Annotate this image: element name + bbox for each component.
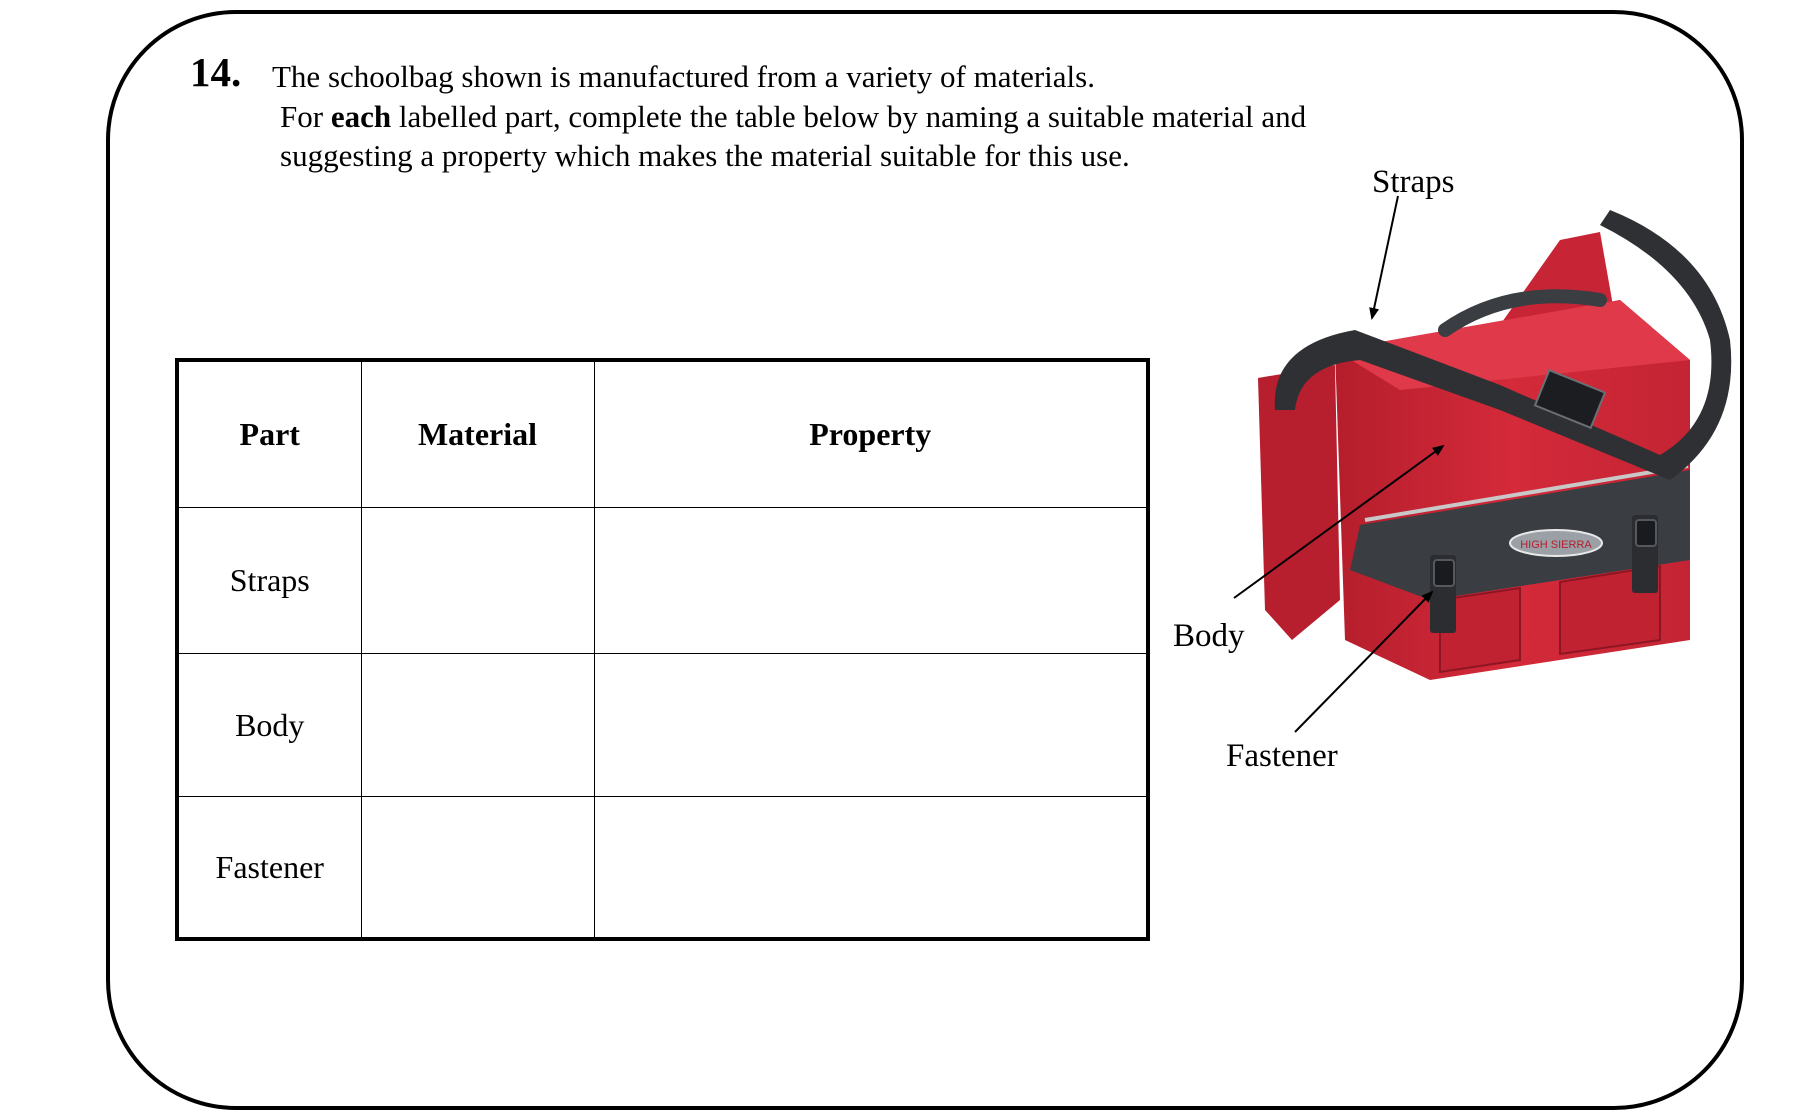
label-body: Body bbox=[1173, 618, 1245, 654]
emphasis-each: each bbox=[330, 99, 392, 134]
straps-arrow bbox=[1372, 196, 1398, 318]
header-part: Part bbox=[177, 360, 361, 508]
fastener-buckle-left bbox=[1434, 560, 1454, 586]
part-cell: Straps bbox=[177, 508, 361, 654]
question-text-line3: suggesting a property which makes the material suitable for this use. bbox=[280, 138, 1130, 173]
question-text-line1: The schoolbag shown is manufactured from a variety of materials. bbox=[272, 59, 1095, 94]
part-cell: Fastener bbox=[177, 797, 361, 940]
header-property: Property bbox=[594, 360, 1148, 508]
brand-text: HIGH SIERRA bbox=[1520, 539, 1592, 551]
header-material: Material bbox=[361, 360, 594, 508]
question-number: 14. bbox=[190, 49, 242, 95]
label-straps: Straps bbox=[1372, 164, 1455, 200]
bag-side-pocket bbox=[1258, 365, 1340, 640]
question-text-line2: For each labelled part, complete the table below by naming a suitable material and bbox=[280, 99, 1307, 134]
fastener-buckle-right bbox=[1636, 520, 1656, 546]
label-fastener: Fastener bbox=[1226, 738, 1338, 774]
part-cell: Body bbox=[177, 654, 361, 797]
